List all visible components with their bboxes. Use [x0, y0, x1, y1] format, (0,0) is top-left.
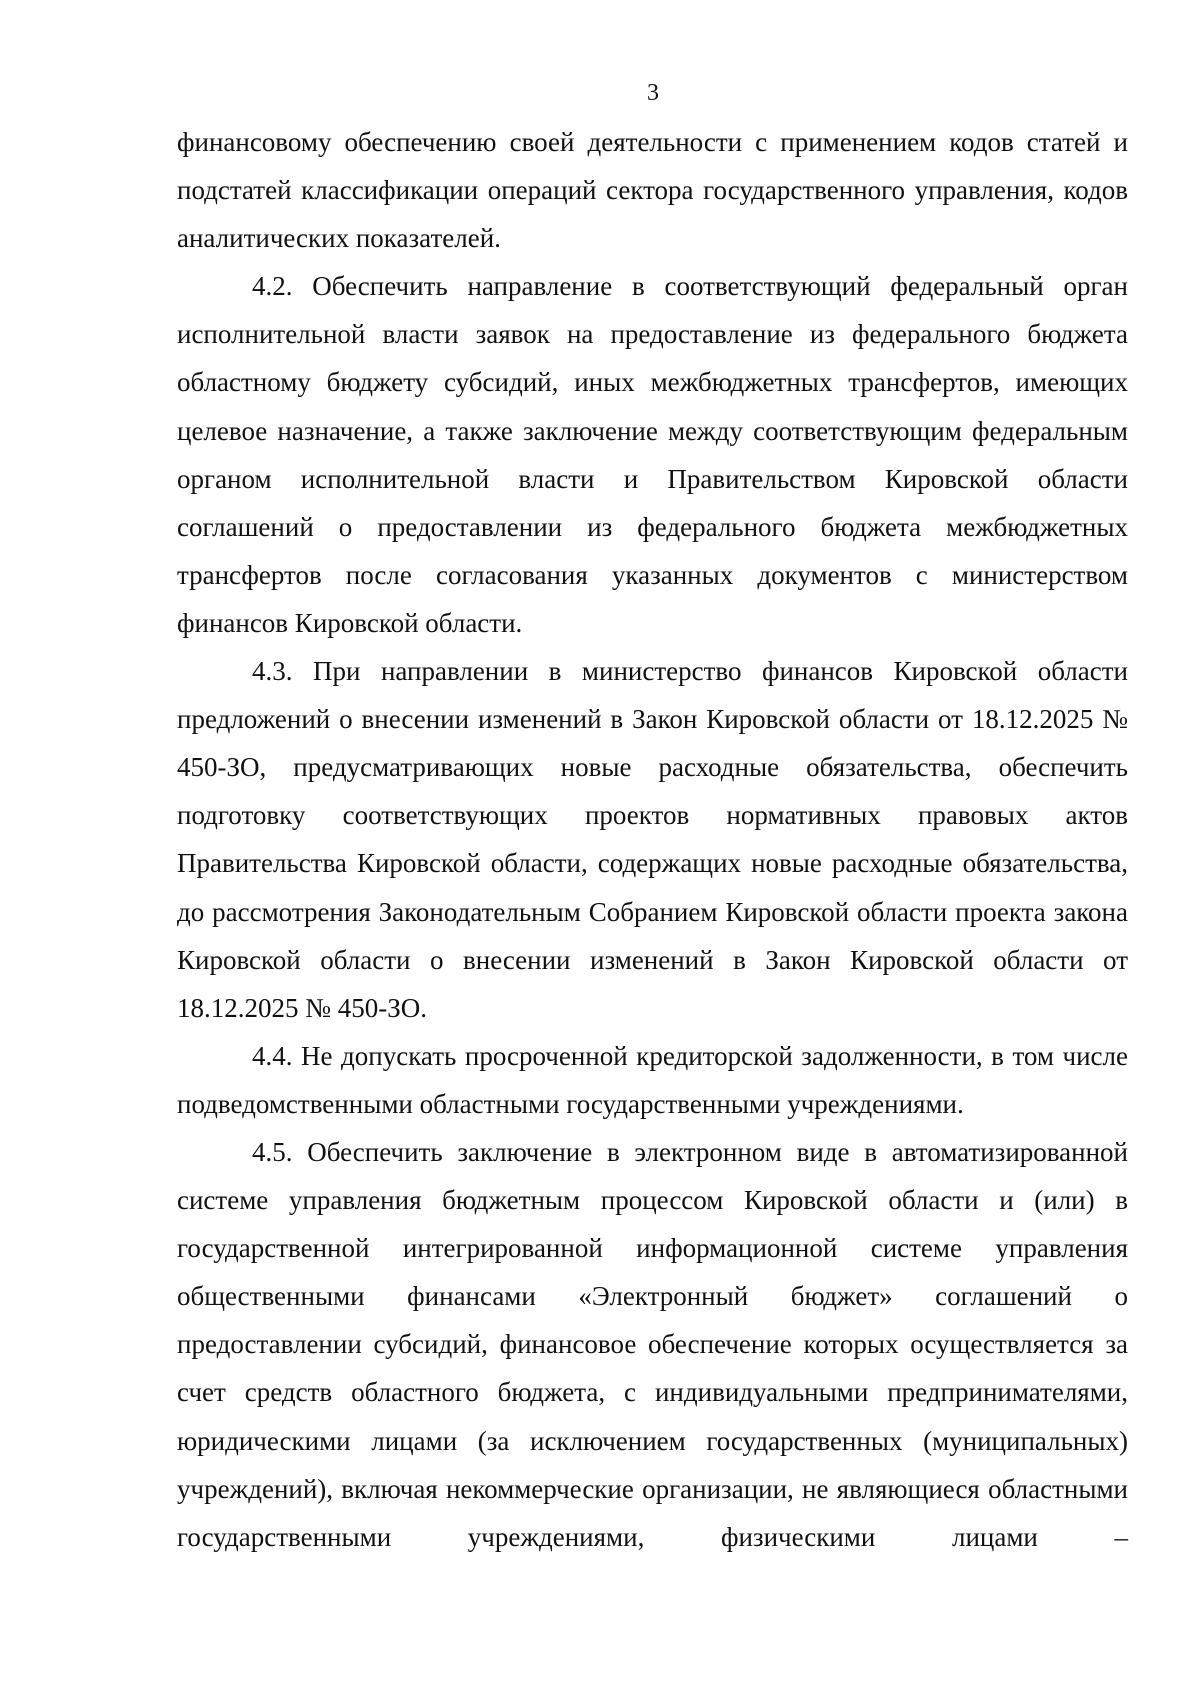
document-body: [177, 118, 1128, 1561]
paragraph-4-4: 4.4. Не допускать просроченной кредиторской задолженности, в том числе подведомственными областными государственными учреждениями.: [177, 1040, 1128, 1119]
paragraph-4-5: 4.5. Обеспечить заключение в электронном виде в автоматизированной системе управления бюджетным процессом Кировской области и (или) в государственной интегрированной информационной системе управления общественными финансами «Электронный бюджет» соглашений о предоставлении субсидий, финансовое обеспечение которых осуществляется за счет средств областного бюджета, с индивидуальными предпринимателями, юридическими лицами (за исключением государственных (муниципальных) учреждений), включая некоммерческие организации, не являющиеся областными государственными учреждениями, физическими лицами –: [177, 1136, 1128, 1552]
paragraph-4-2: 4.2. Обеспечить направление в соответствующий федеральный орган исполнительной власти заявок на предоставление из федерального бюджета областному бюджету субсидий, иных межбюджетных трансфертов, имеющих целевое назначение, а также заключение между соответствующим федеральным органом исполнительной власти и Правительством Кировской области соглашений о предоставлении из федерального бюджета межбюджетных трансфертов после согласования указанных документов с министерством финансов Кировской области.: [177, 271, 1128, 638]
paragraph-4-3: 4.3. При направлении в министерство финансов Кировской области предложений о внесении изменений в Закон Кировской области от 18.12.2025 № 450-ЗО, предусматривающих новые расходные обязательства, обеспечить подготовку соответствующих проектов нормативных правовых актов Правительства Кировской области, содержащих новые расходные обязательства, до рассмотрения Законодательным Собранием Кировской области проекта закона Кировской области о внесении изменений в Закон Кировской области от 18.12.2025 № 450-ЗО.: [177, 656, 1128, 1023]
paragraph-continuation: финансовому обеспечению своей деятельности с применением кодов статей и подстатей классификации операций сектора государственного управления, кодов аналитических показателей.: [177, 127, 1128, 254]
page-number: 3: [647, 80, 659, 106]
